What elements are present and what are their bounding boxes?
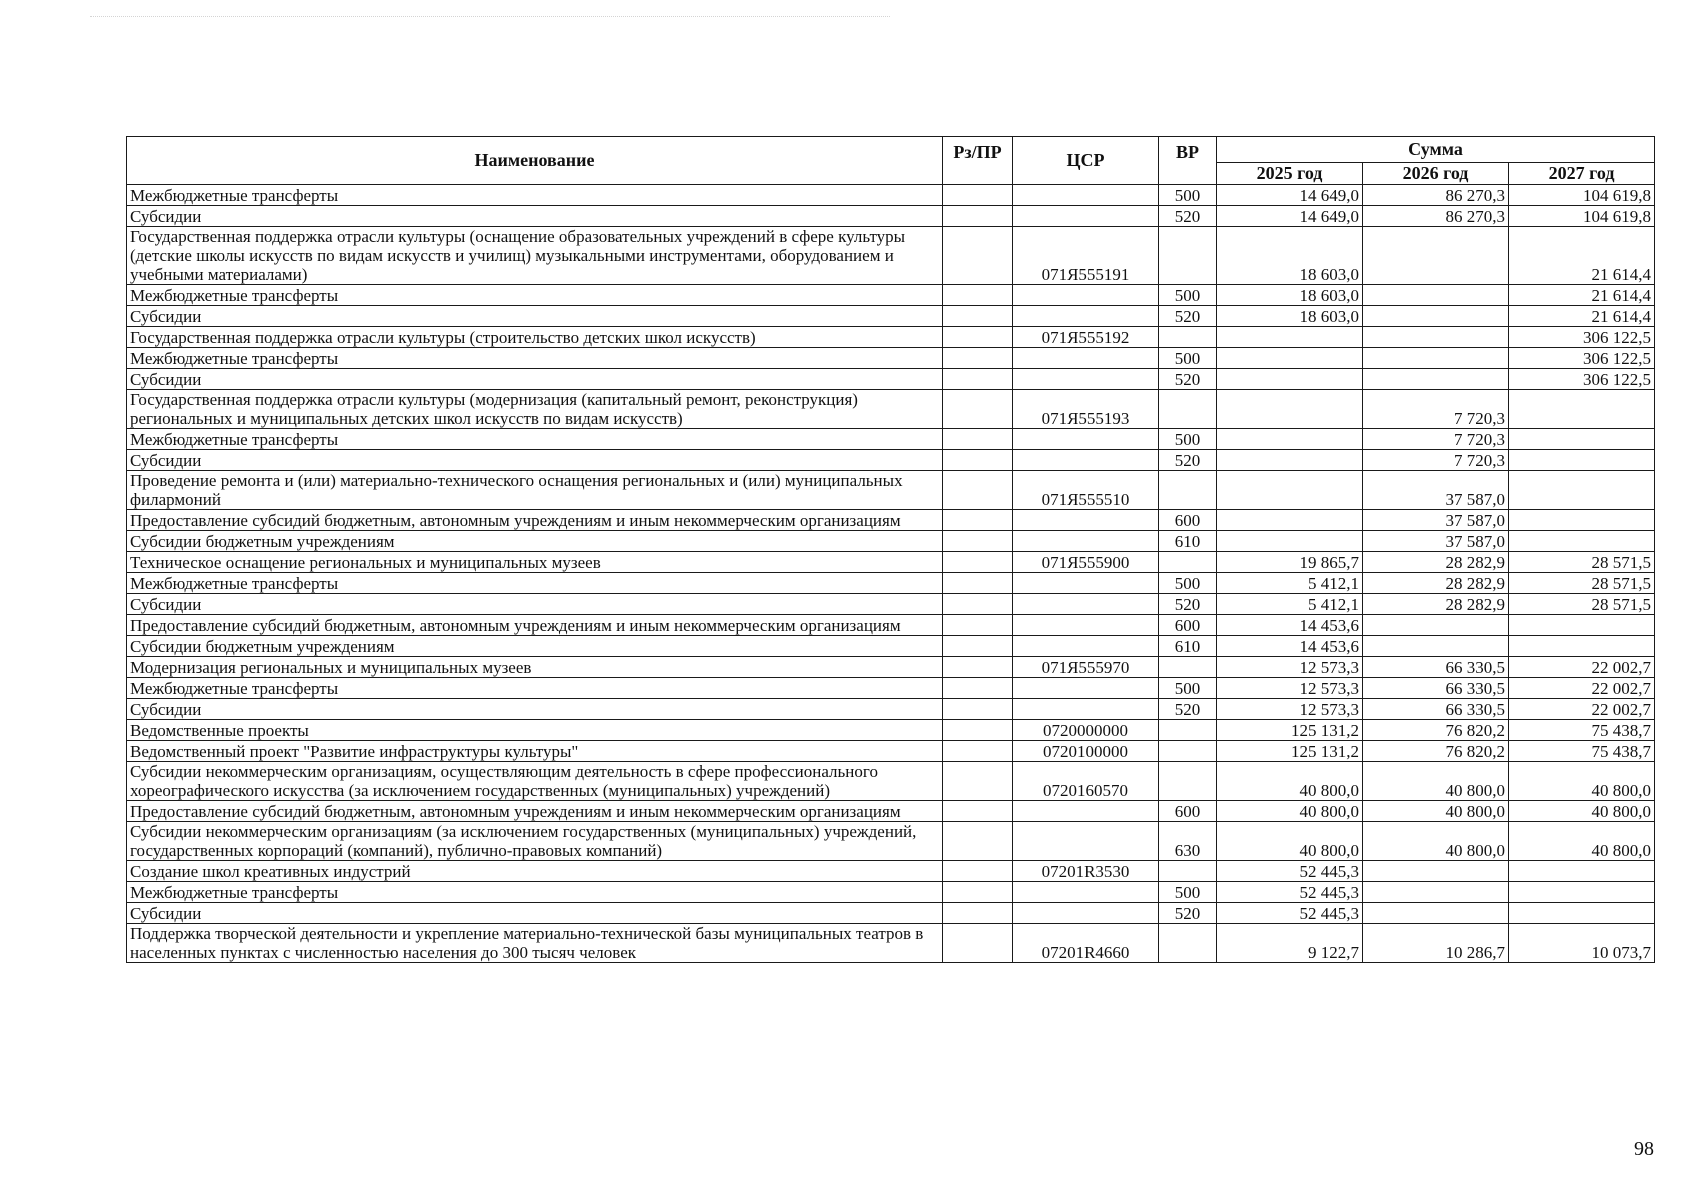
header-year-2027: 2027 год: [1509, 163, 1655, 185]
cell-2025: 18 603,0: [1217, 285, 1363, 306]
cell-vr: 600: [1159, 801, 1217, 822]
table-row: [127, 327, 1655, 348]
cell-vr: 600: [1159, 510, 1217, 531]
cell-csr: [1013, 678, 1159, 699]
cell-name: Межбюджетные трансферты: [127, 185, 943, 206]
cell-rzpr: [943, 615, 1013, 636]
cell-rzpr: [943, 206, 1013, 227]
cell-2025: 5 412,1: [1217, 594, 1363, 615]
cell-rzpr: [943, 471, 1013, 510]
cell-rzpr: [943, 369, 1013, 390]
cell-rzpr: [943, 510, 1013, 531]
cell-2026: 86 270,3: [1363, 185, 1509, 206]
cell-rzpr: [943, 573, 1013, 594]
cell-csr: [1013, 699, 1159, 720]
cell-2027: 28 571,5: [1509, 552, 1655, 573]
cell-2025: 12 573,3: [1217, 657, 1363, 678]
cell-2025: [1217, 471, 1363, 510]
cell-2027: 40 800,0: [1509, 801, 1655, 822]
table-body: [127, 185, 1655, 963]
cell-2025: 14 649,0: [1217, 185, 1363, 206]
table-row: [127, 510, 1655, 531]
cell-vr: [1159, 741, 1217, 762]
cell-vr: 520: [1159, 206, 1217, 227]
table-row: [127, 531, 1655, 552]
table-row: [127, 573, 1655, 594]
table-row: [127, 822, 1655, 861]
cell-2027: 22 002,7: [1509, 699, 1655, 720]
cell-2026: 40 800,0: [1363, 822, 1509, 861]
cell-2027: 28 571,5: [1509, 573, 1655, 594]
cell-csr: 07201R4660: [1013, 924, 1159, 963]
table-header: [127, 137, 1655, 185]
cell-name: Субсидии некоммерческим организациям, осуществляющим деятельность в сфере профессионального хореографического искусства (за исключением государственных (муниципальных) учреждений): [127, 762, 943, 801]
cell-2025: [1217, 327, 1363, 348]
cell-name: Субсидии: [127, 450, 943, 471]
cell-rzpr: [943, 636, 1013, 657]
cell-2026: 76 820,2: [1363, 720, 1509, 741]
cell-rzpr: [943, 678, 1013, 699]
cell-2026: [1363, 227, 1509, 285]
cell-csr: [1013, 429, 1159, 450]
table-row: [127, 206, 1655, 227]
cell-2027: 104 619,8: [1509, 206, 1655, 227]
cell-rzpr: [943, 741, 1013, 762]
cell-name: Субсидии некоммерческим организациям (за исключением государственных (муниципальных) учреждений, государственных корпораций (компаний), публично-правовых компаний): [127, 822, 943, 861]
cell-name: Межбюджетные трансферты: [127, 285, 943, 306]
cell-2026: 40 800,0: [1363, 762, 1509, 801]
cell-name: Субсидии бюджетным учреждениям: [127, 636, 943, 657]
cell-rzpr: [943, 762, 1013, 801]
cell-2027: [1509, 471, 1655, 510]
cell-2025: [1217, 450, 1363, 471]
cell-2025: [1217, 348, 1363, 369]
cell-2026: 10 286,7: [1363, 924, 1509, 963]
cell-name: Государственная поддержка отрасли культуры (модернизация (капитальный ремонт, реконструкция) региональных и муниципальных детских школ искусств по видам искусств): [127, 390, 943, 429]
cell-name: Межбюджетные трансферты: [127, 429, 943, 450]
cell-vr: 500: [1159, 429, 1217, 450]
cell-2026: 66 330,5: [1363, 678, 1509, 699]
cell-2026: 37 587,0: [1363, 471, 1509, 510]
cell-vr: 500: [1159, 882, 1217, 903]
header-year-2026: 2026 год: [1363, 163, 1509, 185]
cell-2027: 21 614,4: [1509, 285, 1655, 306]
cell-name: Модернизация региональных и муниципальных музеев: [127, 657, 943, 678]
cell-2025: 40 800,0: [1217, 801, 1363, 822]
cell-csr: 071Я555193: [1013, 390, 1159, 429]
cell-vr: [1159, 762, 1217, 801]
cell-name: Субсидии: [127, 206, 943, 227]
cell-vr: 520: [1159, 903, 1217, 924]
cell-2026: 66 330,5: [1363, 699, 1509, 720]
cell-2026: 37 587,0: [1363, 510, 1509, 531]
cell-name: Проведение ремонта и (или) материально-технического оснащения региональных и (или) муниципальных филармоний: [127, 471, 943, 510]
cell-2025: 14 649,0: [1217, 206, 1363, 227]
cell-name: Предоставление субсидий бюджетным, автономным учреждениям и иным некоммерческим организациям: [127, 801, 943, 822]
cell-2025: 14 453,6: [1217, 615, 1363, 636]
cell-rzpr: [943, 720, 1013, 741]
cell-2027: [1509, 450, 1655, 471]
cell-2025: [1217, 531, 1363, 552]
cell-csr: [1013, 369, 1159, 390]
cell-rzpr: [943, 861, 1013, 882]
cell-csr: 071Я555191: [1013, 227, 1159, 285]
cell-2025: 52 445,3: [1217, 903, 1363, 924]
cell-2026: [1363, 285, 1509, 306]
cell-2027: 10 073,7: [1509, 924, 1655, 963]
cell-2026: [1363, 861, 1509, 882]
cell-name: Межбюджетные трансферты: [127, 882, 943, 903]
cell-name: Создание школ креативных индустрий: [127, 861, 943, 882]
table-row: [127, 306, 1655, 327]
page-number: 98: [1634, 1138, 1654, 1160]
table-row: [127, 615, 1655, 636]
cell-csr: 0720100000: [1013, 741, 1159, 762]
cell-rzpr: [943, 924, 1013, 963]
cell-2027: 28 571,5: [1509, 594, 1655, 615]
cell-rzpr: [943, 882, 1013, 903]
cell-2026: 28 282,9: [1363, 594, 1509, 615]
table-row: [127, 762, 1655, 801]
cell-name: Субсидии: [127, 699, 943, 720]
cell-2027: [1509, 903, 1655, 924]
cell-vr: [1159, 227, 1217, 285]
cell-2026: [1363, 615, 1509, 636]
cell-rzpr: [943, 822, 1013, 861]
cell-2026: 40 800,0: [1363, 801, 1509, 822]
cell-name: Межбюджетные трансферты: [127, 348, 943, 369]
header-vr: ВР: [1159, 137, 1217, 185]
cell-2025: [1217, 369, 1363, 390]
cell-2025: [1217, 390, 1363, 429]
cell-2025: 125 131,2: [1217, 720, 1363, 741]
table-row: [127, 699, 1655, 720]
cell-2027: 22 002,7: [1509, 657, 1655, 678]
cell-2025: 40 800,0: [1217, 762, 1363, 801]
cell-csr: [1013, 822, 1159, 861]
cell-name: Предоставление субсидий бюджетным, автономным учреждениям и иным некоммерческим организациям: [127, 615, 943, 636]
header-year-2025: 2025 год: [1217, 163, 1363, 185]
cell-vr: [1159, 720, 1217, 741]
cell-csr: [1013, 594, 1159, 615]
cell-csr: 071Я555900: [1013, 552, 1159, 573]
cell-2026: 66 330,5: [1363, 657, 1509, 678]
cell-2027: [1509, 429, 1655, 450]
table-row: [127, 678, 1655, 699]
cell-2025: 12 573,3: [1217, 678, 1363, 699]
cell-2027: 21 614,4: [1509, 306, 1655, 327]
cell-vr: 520: [1159, 369, 1217, 390]
cell-2026: 28 282,9: [1363, 573, 1509, 594]
cell-2026: 7 720,3: [1363, 429, 1509, 450]
header-rzpr: Рз/ПР: [943, 137, 1013, 185]
cell-2027: 22 002,7: [1509, 678, 1655, 699]
cell-vr: 520: [1159, 450, 1217, 471]
cell-2025: [1217, 510, 1363, 531]
cell-csr: [1013, 348, 1159, 369]
cell-rzpr: [943, 552, 1013, 573]
cell-rzpr: [943, 801, 1013, 822]
cell-vr: 520: [1159, 306, 1217, 327]
cell-2027: [1509, 510, 1655, 531]
cell-name: Государственная поддержка отрасли культуры (строительство детских школ искусств): [127, 327, 943, 348]
cell-2027: [1509, 882, 1655, 903]
cell-csr: [1013, 206, 1159, 227]
table-row: [127, 636, 1655, 657]
cell-csr: [1013, 531, 1159, 552]
cell-rzpr: [943, 531, 1013, 552]
table-row: [127, 741, 1655, 762]
table-row: [127, 471, 1655, 510]
cell-2026: [1363, 348, 1509, 369]
cell-2025: 14 453,6: [1217, 636, 1363, 657]
table-row: [127, 861, 1655, 882]
cell-2026: [1363, 903, 1509, 924]
scan-artifact: [90, 16, 890, 18]
cell-vr: 500: [1159, 678, 1217, 699]
cell-name: Предоставление субсидий бюджетным, автономным учреждениям и иным некоммерческим организациям: [127, 510, 943, 531]
cell-2025: 52 445,3: [1217, 861, 1363, 882]
cell-2026: [1363, 306, 1509, 327]
cell-name: Поддержка творческой деятельности и укрепление материально-технической базы муниципальных театров в населенных пунктах с численностью населения до 300 тысяч человек: [127, 924, 943, 963]
table-row: [127, 348, 1655, 369]
cell-2026: [1363, 882, 1509, 903]
cell-2027: 306 122,5: [1509, 348, 1655, 369]
cell-vr: 610: [1159, 531, 1217, 552]
cell-2026: 7 720,3: [1363, 450, 1509, 471]
cell-rzpr: [943, 306, 1013, 327]
cell-vr: [1159, 471, 1217, 510]
cell-2025: [1217, 429, 1363, 450]
cell-rzpr: [943, 185, 1013, 206]
cell-2027: 75 438,7: [1509, 741, 1655, 762]
cell-csr: [1013, 285, 1159, 306]
table-row: [127, 903, 1655, 924]
cell-2027: 306 122,5: [1509, 327, 1655, 348]
cell-name: Ведомственный проект "Развитие инфраструктуры культуры": [127, 741, 943, 762]
cell-vr: [1159, 657, 1217, 678]
cell-vr: [1159, 861, 1217, 882]
cell-2026: [1363, 369, 1509, 390]
cell-vr: 520: [1159, 594, 1217, 615]
cell-2025: 12 573,3: [1217, 699, 1363, 720]
table-row: [127, 594, 1655, 615]
cell-csr: [1013, 573, 1159, 594]
table-row: [127, 924, 1655, 963]
cell-name: Техническое оснащение региональных и муниципальных музеев: [127, 552, 943, 573]
cell-rzpr: [943, 348, 1013, 369]
cell-2027: 104 619,8: [1509, 185, 1655, 206]
cell-name: Субсидии: [127, 306, 943, 327]
cell-2027: 21 614,4: [1509, 227, 1655, 285]
cell-name: Государственная поддержка отрасли культуры (оснащение образовательных учреждений в сфере культуры (детские школы искусств по видам искусств и училищ) музыкальными инструментами, оборудованием и учебными материалами): [127, 227, 943, 285]
cell-rzpr: [943, 450, 1013, 471]
cell-vr: 500: [1159, 285, 1217, 306]
cell-vr: 630: [1159, 822, 1217, 861]
cell-rzpr: [943, 227, 1013, 285]
cell-2025: 52 445,3: [1217, 882, 1363, 903]
cell-rzpr: [943, 594, 1013, 615]
cell-2026: 28 282,9: [1363, 552, 1509, 573]
cell-2026: 76 820,2: [1363, 741, 1509, 762]
cell-2027: 40 800,0: [1509, 762, 1655, 801]
cell-csr: 0720000000: [1013, 720, 1159, 741]
cell-name: Субсидии: [127, 903, 943, 924]
cell-vr: [1159, 552, 1217, 573]
cell-2027: 306 122,5: [1509, 369, 1655, 390]
cell-name: Субсидии бюджетным учреждениям: [127, 531, 943, 552]
cell-rzpr: [943, 285, 1013, 306]
table-row: [127, 390, 1655, 429]
cell-name: Межбюджетные трансферты: [127, 573, 943, 594]
cell-2027: [1509, 615, 1655, 636]
cell-2027: [1509, 390, 1655, 429]
cell-csr: 071Я555510: [1013, 471, 1159, 510]
budget-table: [126, 136, 1655, 963]
cell-vr: 500: [1159, 573, 1217, 594]
table-row: [127, 450, 1655, 471]
cell-2027: 75 438,7: [1509, 720, 1655, 741]
cell-rzpr: [943, 699, 1013, 720]
cell-csr: 071Я555192: [1013, 327, 1159, 348]
cell-vr: 610: [1159, 636, 1217, 657]
table-row: [127, 720, 1655, 741]
cell-csr: [1013, 185, 1159, 206]
cell-rzpr: [943, 327, 1013, 348]
cell-2027: [1509, 861, 1655, 882]
table-row: [127, 227, 1655, 285]
cell-csr: [1013, 903, 1159, 924]
cell-rzpr: [943, 390, 1013, 429]
cell-csr: [1013, 636, 1159, 657]
cell-csr: [1013, 306, 1159, 327]
header-name: Наименование: [127, 137, 943, 185]
cell-name: Ведомственные проекты: [127, 720, 943, 741]
cell-vr: [1159, 327, 1217, 348]
header-csr: ЦСР: [1013, 137, 1159, 185]
cell-csr: [1013, 882, 1159, 903]
cell-2026: [1363, 636, 1509, 657]
table-row: [127, 185, 1655, 206]
cell-vr: 500: [1159, 185, 1217, 206]
cell-2025: 5 412,1: [1217, 573, 1363, 594]
cell-csr: [1013, 510, 1159, 531]
table-row: [127, 801, 1655, 822]
table-row: [127, 552, 1655, 573]
cell-name: Субсидии: [127, 594, 943, 615]
cell-2025: 125 131,2: [1217, 741, 1363, 762]
cell-vr: 520: [1159, 699, 1217, 720]
cell-2027: 40 800,0: [1509, 822, 1655, 861]
cell-rzpr: [943, 903, 1013, 924]
table-row: [127, 657, 1655, 678]
cell-csr: 071Я555970: [1013, 657, 1159, 678]
cell-rzpr: [943, 657, 1013, 678]
cell-csr: [1013, 615, 1159, 636]
cell-2027: [1509, 531, 1655, 552]
cell-rzpr: [943, 429, 1013, 450]
cell-vr: [1159, 390, 1217, 429]
cell-2027: [1509, 636, 1655, 657]
cell-2025: 40 800,0: [1217, 822, 1363, 861]
cell-name: Межбюджетные трансферты: [127, 678, 943, 699]
cell-csr: [1013, 801, 1159, 822]
cell-csr: 0720160570: [1013, 762, 1159, 801]
table-row: [127, 882, 1655, 903]
table-row: [127, 369, 1655, 390]
table-row: [127, 285, 1655, 306]
cell-vr: 500: [1159, 348, 1217, 369]
cell-name: Субсидии: [127, 369, 943, 390]
cell-vr: [1159, 924, 1217, 963]
cell-2026: 7 720,3: [1363, 390, 1509, 429]
cell-2025: 18 603,0: [1217, 306, 1363, 327]
cell-csr: 07201R3530: [1013, 861, 1159, 882]
cell-2026: 86 270,3: [1363, 206, 1509, 227]
cell-2025: 9 122,7: [1217, 924, 1363, 963]
cell-vr: 600: [1159, 615, 1217, 636]
table-row: [127, 429, 1655, 450]
header-sum: Сумма: [1217, 137, 1655, 163]
cell-2026: [1363, 327, 1509, 348]
cell-2026: 37 587,0: [1363, 531, 1509, 552]
cell-csr: [1013, 450, 1159, 471]
cell-2025: 19 865,7: [1217, 552, 1363, 573]
cell-2025: 18 603,0: [1217, 227, 1363, 285]
